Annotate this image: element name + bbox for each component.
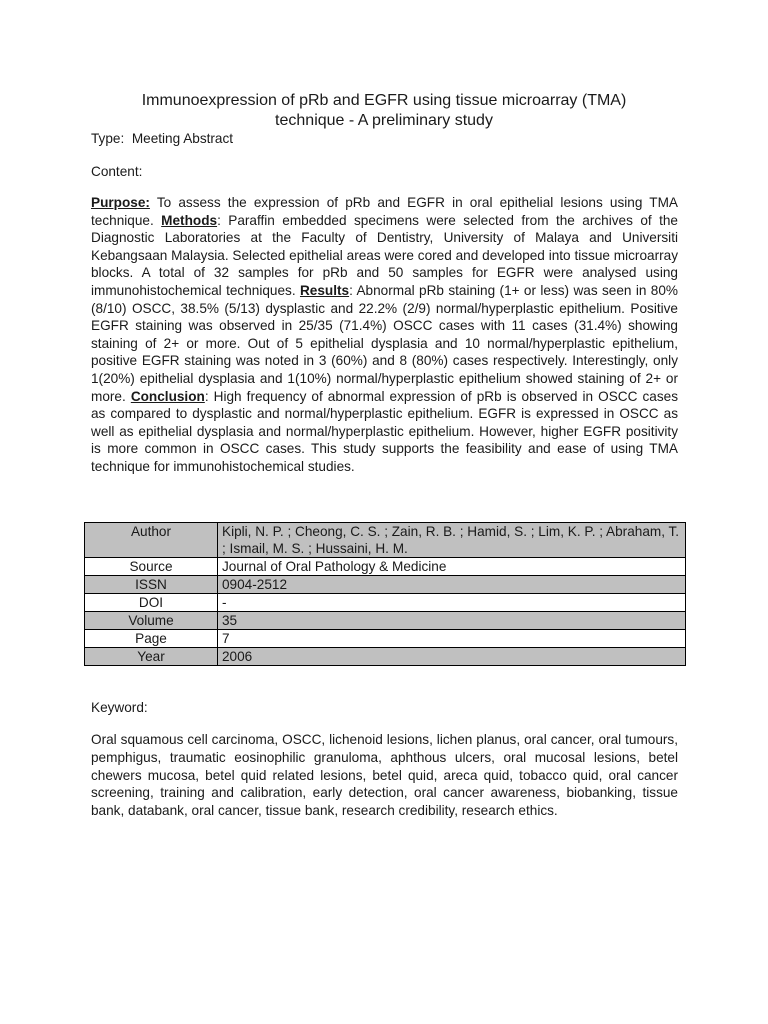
row-key: Volume <box>85 612 218 630</box>
row-key: Author <box>85 523 218 558</box>
row-key: Year <box>85 648 218 666</box>
type-value: Meeting Abstract <box>131 131 234 146</box>
row-value: 0904-2512 <box>218 576 686 594</box>
conclusion-text: : High frequency of abnormal expression of pRb is observed in OSCC cases as compared to dysplastic and normal/hyperplastic epithelium. EGFR is expressed in OSCC as well as epithelial dysplasia and normal/hyperplastic epithelium. However, higher EGFR positivity is more common in OSCC cases. This study supports the feasibility and ease of using TMA technique for immunohistochemical studies. <box>91 388 678 474</box>
row-key: DOI <box>85 594 218 612</box>
table-row-doi <box>85 594 686 612</box>
keyword-label: Keyword: <box>91 700 148 715</box>
results-text: : Abnormal pRb staining (1+ or less) was seen in 80% (8/10) OSCC, 38.5% (5/13) dysplastic and 22.2% (2/9) normal/hyperplastic epithelium. Positive EGFR staining was observed in 25/35 (71.4%) OSCC cases with 11 cases (31.4%) showing staining of 2+ or more. Out of 5 epithelial dysplasia and 10 normal/hyperplastic epithelium, positive EGFR staining was noted in 3 (60%) and 8 (80%) cases respectively. Interestingly, only 1(20%) epithelial dysplasia and 1(10%) normal/hyperplastic epithelium showed staining of 2+ or more. <box>91 282 678 404</box>
table-row-issn <box>85 576 686 594</box>
type-label: Type: <box>91 131 125 146</box>
content-label: Content: <box>91 164 143 179</box>
title-line-2: technique - A preliminary study <box>275 112 493 129</box>
row-value: Journal of Oral Pathology & Medicine <box>218 558 686 576</box>
table-row-author <box>85 523 686 558</box>
row-value: 2006 <box>218 648 686 666</box>
row-value: Kipli, N. P. ; Cheong, C. S. ; Zain, R. B. ; Hamid, S. ; Lim, K. P. ; Abraham, T. ; Ismail, M. S. ; Hussaini, H. M. <box>218 523 686 558</box>
purpose-heading: Purpose: <box>91 195 150 210</box>
row-value: - <box>218 594 686 612</box>
row-key: Page <box>85 630 218 648</box>
conclusion-heading: Conclusion <box>130 388 205 404</box>
title-line-1: Immunoexpression of pRb and EGFR using tissue microarray (TMA) <box>141 92 627 109</box>
table-row-volume <box>85 612 686 630</box>
methods-text: : Paraffin embedded specimens were selected from the archives of the Diagnostic Laboratories at the Faculty of Dentistry, University of Malaya and Universiti Kebangsaan Malaysia. Selected epithelial areas were cored and developed into tissue microarray blocks. A total of 32 samples for pRb and 50 samples for EGFR were analysed using immunohistochemical techniques. <box>91 212 678 298</box>
table-row-year <box>85 648 686 666</box>
keywords-paragraph: Oral squamous cell carcinoma, OSCC, lichenoid lesions, lichen planus, oral cancer, oral tumours, pemphigus, traumatic eosinophilic granuloma, aphthous ulcers, oral mucosal lesions, betel chewers mucosa, betel quid related lesions, betel quid, areca quid, tobacco quid, oral cancer screening, training and calibration, early detection, oral cancer awareness, biobanking, tissue bank, databank, oral cancer, tissue bank, research credibility, research ethics. <box>91 732 678 819</box>
row-value: 35 <box>218 612 686 630</box>
document-title <box>90 91 678 131</box>
row-key: ISSN <box>85 576 218 594</box>
results-heading: Results <box>299 282 350 298</box>
type-line <box>91 130 233 147</box>
metadata-table <box>84 522 686 666</box>
abstract-paragraph <box>91 194 678 476</box>
row-key: Source <box>85 558 218 576</box>
row-value: 7 <box>218 630 686 648</box>
purpose-text: To assess the expression of pRb and EGFR in oral epithelial lesions using TMA technique. <box>91 195 678 228</box>
table-row-page <box>85 630 686 648</box>
methods-heading: Methods <box>161 212 218 228</box>
table-row-source <box>85 558 686 576</box>
